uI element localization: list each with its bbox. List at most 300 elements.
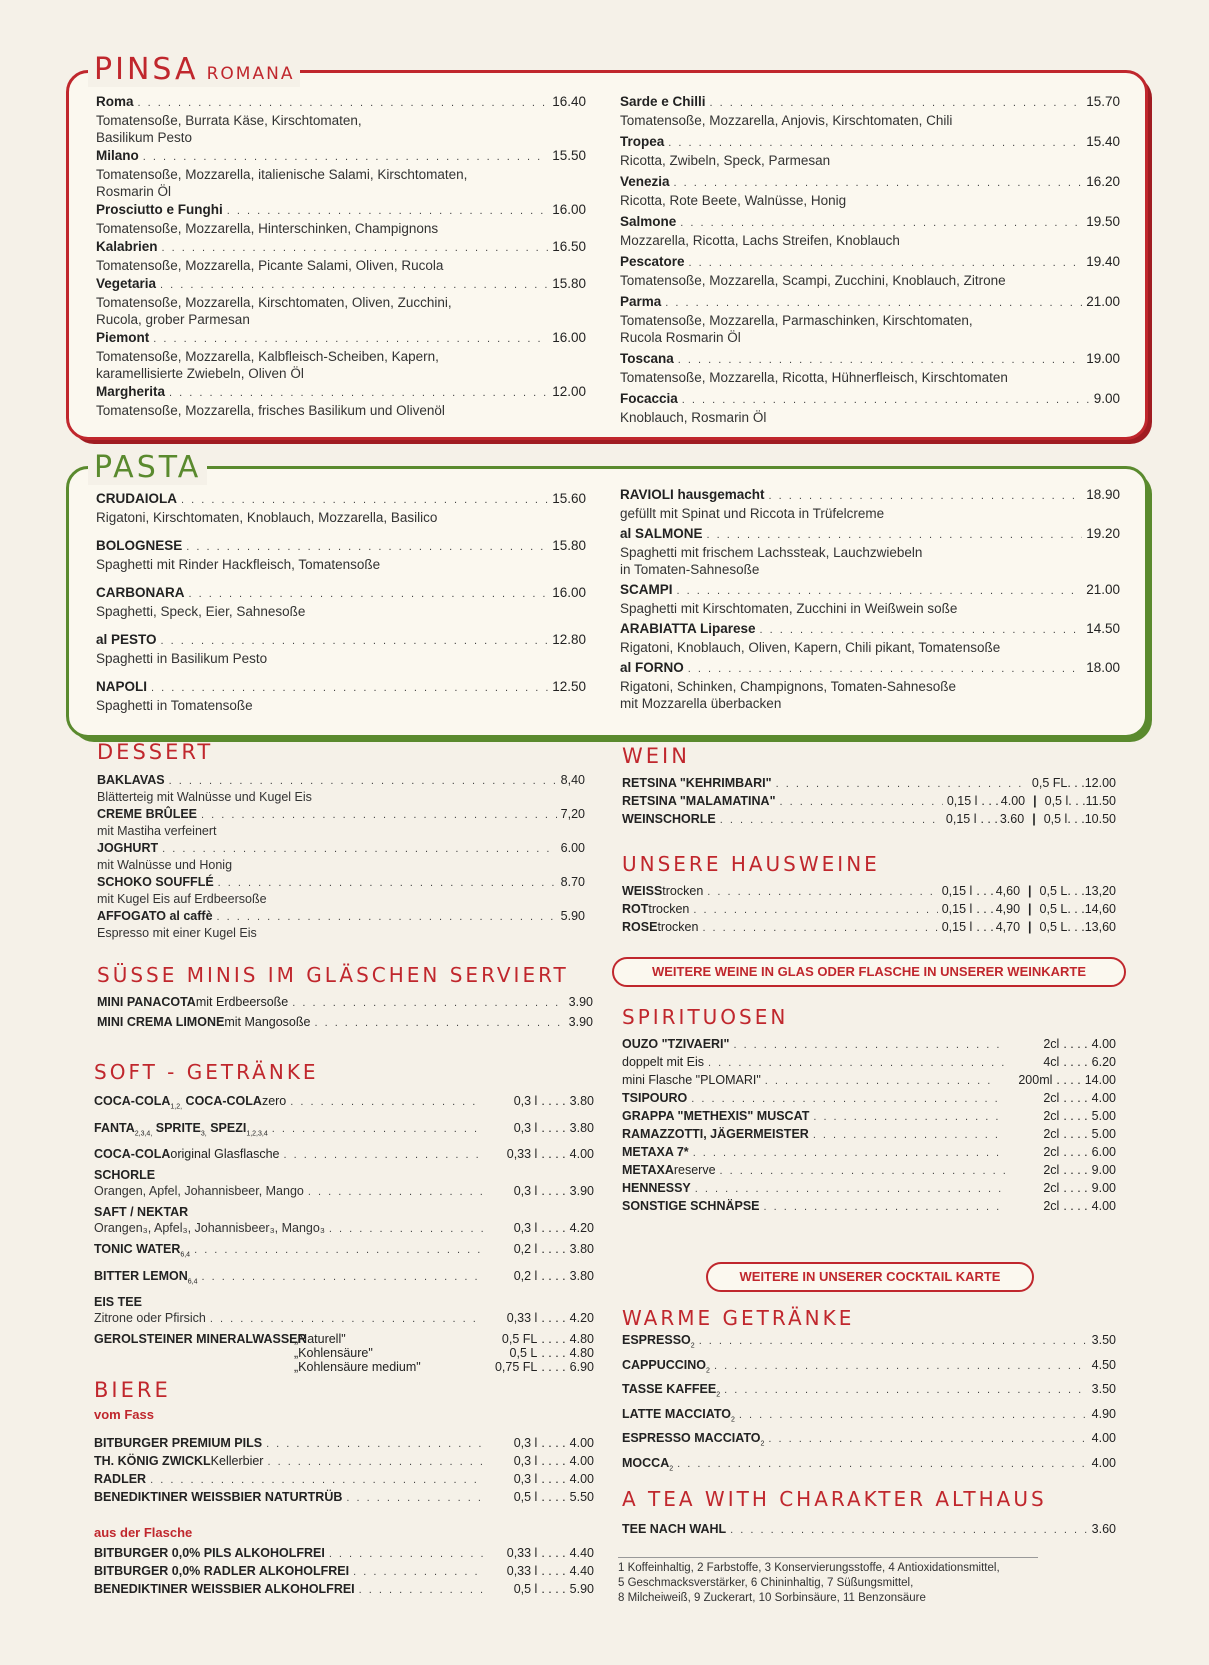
item-name: MINI PANACOTA <box>97 995 196 1009</box>
leader-dots <box>677 1458 1088 1470</box>
item-volume: 0,75 FL <box>494 1360 538 1374</box>
menu-item <box>620 253 1120 289</box>
item-name: METAXA 7* <box>622 1145 689 1159</box>
leader-dots <box>720 1165 1006 1177</box>
soft-row <box>94 1093 594 1116</box>
item-desc: Rigatoni, Schinken, Champignons, Tomaten-Sahnesoße <box>620 679 956 694</box>
item-name <box>622 1358 710 1375</box>
item-desc: Knoblauch, Rosmarin Öl <box>620 410 767 425</box>
item-desc: Espresso mit einer Kugel Eis <box>97 926 257 940</box>
dessert-item <box>97 772 585 805</box>
leader-dots <box>708 1057 1005 1069</box>
item-price: 18.00 <box>1086 660 1120 675</box>
item-desc: Spaghetti in Tomatensoße <box>96 698 253 713</box>
menu-item-row <box>96 201 586 220</box>
bottle-volume: 0,5 L <box>1039 920 1068 934</box>
spirit-row <box>622 1163 1116 1177</box>
item-desc: Mozzarella, Ricotta, Lachs Streifen, Knoblauch <box>620 233 900 248</box>
leader-dots: . . . . <box>541 1346 566 1360</box>
drink-name: SAFT / NEKTAR <box>94 1205 189 1219</box>
item-price: 4.00 <box>1091 1199 1116 1213</box>
pinsa-title-small: ROMANA <box>206 64 295 84</box>
wein-title: WEIN <box>622 744 690 768</box>
item-volume: 0,33 l <box>506 1546 538 1560</box>
item-name <box>622 1522 726 1536</box>
leader-dots <box>680 215 1082 232</box>
item-desc2: karamellisierte Zwiebeln, Oliven Öl <box>96 366 304 381</box>
footnote-line2: 5 Geschmacksverstärker, 6 Chininhaltig, 7 Süßungsmittel, <box>618 1577 914 1589</box>
item-name: ROSE <box>622 920 658 934</box>
item-sub: mit Mangosoße <box>224 1015 311 1029</box>
item-desc: Ricotta, Zwibeln, Speck, Parmesan <box>620 153 831 168</box>
soft-row <box>94 1146 594 1163</box>
wine-row <box>622 794 1116 808</box>
menu-item <box>620 350 1120 386</box>
separator: | <box>1028 884 1032 898</box>
item-volume: 0,3 l <box>513 1120 538 1135</box>
leader-dots <box>201 1269 483 1285</box>
leader-dots <box>739 1409 1088 1421</box>
item-price: 4.00 <box>569 1147 594 1161</box>
leader-dots: . . . . <box>1063 1163 1088 1177</box>
item-name <box>622 1407 735 1424</box>
item-volume: 2cl <box>1043 1145 1060 1159</box>
menu-item-row <box>620 525 1120 544</box>
item-name: JOGHURT <box>97 841 159 855</box>
wine-row <box>622 902 1116 916</box>
additive-marker: 2,3,4, <box>134 1130 153 1137</box>
item-name: RAVIOLI hausgemacht <box>620 487 765 502</box>
item-name: CARBONARA <box>96 585 185 600</box>
beer-row <box>94 1582 594 1596</box>
leader-dots <box>710 95 1083 112</box>
item-name <box>94 1268 197 1291</box>
drink-name: TASSE KAFFEE <box>622 1382 717 1396</box>
leader-dots: . . . . <box>541 1490 566 1504</box>
item-price: 15.60 <box>552 491 586 506</box>
leader-dots <box>314 1017 564 1029</box>
leader-dots: . . . <box>976 902 994 916</box>
item-price: 4.00 <box>569 1472 594 1486</box>
item-desc: Tomatensoße, Mozzarella, italienische Salami, Kirschtomaten, <box>96 167 468 182</box>
item-price: 6.00 <box>1091 1145 1116 1159</box>
item-desc2: Rosmarin Öl <box>96 184 172 199</box>
item-sub: Kellerbier <box>210 1454 264 1468</box>
item-name <box>622 1456 673 1473</box>
item-volume: 0,2 l <box>513 1242 538 1256</box>
item-price: 9.00 <box>1093 391 1120 406</box>
leader-dots: . . . . <box>541 1582 566 1596</box>
item-desc: Tomatensoße, Mozzarella, Kalbfleisch-Scheiben, Kapern, <box>96 349 439 364</box>
footnote-line3: 8 Milcheiweiß, 9 Zuckerart, 10 Sorbinsäure, 11 Benzonsäure <box>618 1592 926 1604</box>
menu-item-row <box>620 350 1120 369</box>
dessert-list <box>97 772 585 942</box>
item-name: SCHOKO SOUFFLÉ <box>97 875 214 889</box>
item-name: Sarde e Chilli <box>620 94 706 109</box>
leader-dots <box>353 1566 483 1578</box>
leader-dots: . . . <box>976 884 994 898</box>
item-sub: mini Flasche "PLOMARI" <box>622 1073 761 1087</box>
leader-dots <box>194 1242 483 1258</box>
wein-list <box>622 776 1116 830</box>
mini-row <box>97 1015 593 1029</box>
item-name: Kalabrien <box>96 239 158 254</box>
item-desc: Tomatensoße, Mozzarella, Kirschtomaten, Oliven, Zucchini, <box>96 295 452 310</box>
leader-dots <box>346 1492 483 1504</box>
menu-item <box>620 133 1120 169</box>
item-desc: Tomatensoße, Burrata Käse, Kirschtomaten, <box>96 113 362 128</box>
item-price: 15.80 <box>552 538 586 553</box>
item-price: 3.50 <box>1091 1382 1116 1396</box>
drink-name: CAPPUCCINO <box>622 1357 707 1372</box>
leader-dots <box>151 680 548 697</box>
glass-volume: 0,15 l <box>946 794 978 808</box>
soft-row <box>94 1294 594 1310</box>
leader-dots <box>227 203 548 220</box>
leader-dots <box>714 1360 1088 1372</box>
menu-item-row <box>620 390 1120 409</box>
item-name <box>94 1120 268 1143</box>
leader-dots: . . . . <box>1063 1181 1088 1195</box>
menu-item <box>96 275 586 328</box>
item-price: 8,40 <box>560 773 585 787</box>
item-price: 4.50 <box>1091 1357 1116 1372</box>
item-name: al PESTO <box>96 632 157 647</box>
leader-dots <box>780 796 943 808</box>
menu-item <box>96 93 586 146</box>
item-name <box>622 1333 695 1350</box>
pinsa-title-big: PINSA <box>94 52 199 87</box>
item-volume: 0,5 L <box>509 1346 538 1360</box>
drink-row <box>622 1407 1116 1424</box>
soft-item <box>94 1204 594 1237</box>
item-price: 4.40 <box>569 1564 594 1578</box>
menu-item-row <box>620 486 1120 505</box>
leader-dots <box>733 1039 1005 1051</box>
leader-dots: . . . <box>1068 794 1086 808</box>
glass-volume: 0,15 l <box>945 812 977 826</box>
menu-item-row <box>620 133 1120 152</box>
drink-name: LATTE MACCIATO <box>622 1406 732 1421</box>
soft-row-2 <box>94 1310 594 1327</box>
item-name: Venezia <box>620 174 670 189</box>
drink-row <box>622 1358 1116 1375</box>
item-name: HENNESSY <box>622 1181 691 1195</box>
glass-price: 4,60 <box>995 884 1021 898</box>
tea-title: A TEA WITH CHARAKTER ALTHAUS <box>622 1487 1047 1511</box>
item-name <box>622 1431 764 1448</box>
leader-dots <box>776 778 1028 790</box>
item-name: GRAPPA "METHEXIS" MUSCAT <box>622 1109 810 1123</box>
menu-item-row <box>96 584 586 603</box>
item-desc: gefüllt mit Spinat und Riccota in Trüfelcreme <box>620 506 885 521</box>
additive-marker: 2 <box>669 1465 674 1472</box>
item-price: 16.00 <box>552 330 586 345</box>
item-name: SCAMPI <box>620 582 673 597</box>
leader-dots: . . . . <box>541 1242 566 1256</box>
leader-dots <box>730 1524 1087 1536</box>
item-desc: Tomatensoße, Mozzarella, Ricotta, Hühnerfleisch, Kirschtomaten <box>620 370 1008 385</box>
drink-row <box>622 1382 1116 1399</box>
item-desc: Rigatoni, Kirschtomaten, Knoblauch, Mozzarella, Basilico <box>96 510 438 525</box>
leader-dots: . . . . <box>541 1268 566 1283</box>
dessert-title: DESSERT <box>97 740 214 764</box>
item-name: Margherita <box>96 384 166 399</box>
item-name: OUZO "TZIVAERI" <box>622 1037 730 1051</box>
leader-dots: . . . <box>1067 884 1085 898</box>
menu-item-row <box>96 537 586 556</box>
bottle-price: 13,20 <box>1084 884 1116 898</box>
spirit-row <box>622 1127 1116 1141</box>
additive-marker-3: 1,2,3,4 <box>246 1130 268 1137</box>
leader-dots: . . . . <box>541 1454 566 1468</box>
leader-dots: . . . . <box>541 1360 566 1374</box>
leader-dots: . . . . <box>541 1184 566 1198</box>
menu-item <box>620 390 1120 426</box>
item-sub: trocken <box>657 920 699 934</box>
menu-item <box>96 490 586 526</box>
bottle-price: 12.00 <box>1084 776 1116 790</box>
item-price: 3.90 <box>568 995 593 1009</box>
leader-dots: . . . . <box>541 1147 566 1161</box>
item-name <box>94 1241 190 1264</box>
item-volume: 0,3 l <box>513 1454 538 1468</box>
item-price: 16.20 <box>1086 174 1120 189</box>
item-volume: 2cl <box>1043 1181 1060 1195</box>
leader-dots <box>668 135 1082 152</box>
item-price: 4.00 <box>569 1436 594 1450</box>
item-price: 19.20 <box>1086 526 1120 541</box>
leader-dots <box>707 527 1083 544</box>
spirit-row <box>622 1199 1116 1213</box>
item-desc2: in Tomaten-Sahnesoße <box>620 562 760 577</box>
item-price: 4.00 <box>1091 1091 1116 1105</box>
leader-dots <box>186 539 548 556</box>
item-desc: Tomatensoße, Mozzarella, frisches Basilikum und Olivenöl <box>96 403 445 418</box>
menu-item-row <box>96 490 586 509</box>
item-sub: doppelt mit Eis <box>622 1055 704 1069</box>
leader-dots <box>162 841 557 857</box>
soft-row <box>94 1120 594 1143</box>
soft-item <box>94 1167 594 1200</box>
spirit-row <box>622 1109 1116 1123</box>
item-desc: Tomatensoße, Mozzarella, Anjovis, Kirschtomaten, Chili <box>620 113 953 128</box>
leader-dots: . . . . <box>1063 1127 1088 1141</box>
drink-row <box>622 1333 1116 1350</box>
soft-row <box>94 1167 594 1183</box>
item-volume: 2cl <box>1043 1127 1060 1141</box>
item-name: al SALMONE <box>620 526 703 541</box>
item-name: RAMAZZOTTI, JÄGERMEISTER <box>622 1127 809 1141</box>
item-desc: Tomatensoße, Mozzarella, Parmaschinken, Kirschtomaten, <box>620 313 973 328</box>
item-name: Prosciutto e Funghi <box>96 202 223 217</box>
item-desc: Spaghetti in Basilikum Pesto <box>96 651 268 666</box>
item-price: 3.80 <box>569 1120 594 1135</box>
additive-marker: 6,4 <box>180 1251 191 1259</box>
item-name: CRUDAIOLA <box>96 491 177 506</box>
pasta-right-column <box>620 486 1120 715</box>
item-volume: 4cl <box>1043 1055 1060 1069</box>
item-name: Toscana <box>620 351 674 366</box>
drink-name: COCA-COLA <box>94 1094 171 1108</box>
pinsa-right-column <box>620 93 1120 430</box>
leader-dots: . . . . <box>541 1120 566 1135</box>
glass-volume: 0,15 l <box>941 902 973 916</box>
drink-name-2: SPRITE <box>152 1120 201 1135</box>
flasche-label: aus der Flasche <box>94 1525 193 1540</box>
menu-item-row <box>620 213 1120 232</box>
item-price: 5.00 <box>1091 1109 1116 1123</box>
dessert-row <box>97 874 585 891</box>
item-name <box>94 1294 142 1310</box>
item-price: 15.70 <box>1086 94 1120 109</box>
leader-dots: . . . . <box>1063 1109 1088 1123</box>
leader-dots <box>217 909 557 925</box>
menu-item-row <box>96 329 586 348</box>
item-volume: 0,3 l <box>513 1436 538 1450</box>
item-sub: reserve <box>673 1163 716 1177</box>
separator: | <box>1033 794 1037 808</box>
item-volume: 0,5 l <box>513 1490 538 1504</box>
gerolsteiner-row <box>94 1332 594 1346</box>
item-name: TH. KÖNIG ZWICKL <box>94 1454 211 1468</box>
biere-title: BIERE <box>94 1378 171 1402</box>
minis-list <box>97 995 593 1035</box>
item-name: BITBURGER 0,0% PILS ALKOHOLFREI <box>94 1546 325 1560</box>
wine-row <box>622 776 1116 790</box>
item-price: 5.00 <box>1091 1127 1116 1141</box>
menu-item <box>620 173 1120 209</box>
warm-title: WARME GETRÄNKE <box>622 1306 855 1330</box>
menu-item-row <box>620 581 1120 600</box>
leader-dots <box>218 875 557 891</box>
item-price: 6.00 <box>560 841 585 855</box>
item-price: 6.90 <box>569 1360 594 1374</box>
leader-dots <box>161 633 549 650</box>
item-name: al FORNO <box>620 660 684 675</box>
drink-name: EIS TEE <box>94 1295 142 1309</box>
item-price: 21.00 <box>1086 582 1120 597</box>
bottle-volume: 0,5 FL <box>1031 776 1068 790</box>
footnote-line1: 1 Koffeinhaltig, 2 Farbstoffe, 3 Konservierungsstoffe, 4 Antioxidationsmittel, <box>618 1562 1000 1574</box>
bottle-volume: 0,5 l <box>1044 794 1069 808</box>
leader-dots: . . . . <box>541 1094 566 1108</box>
soft-item <box>94 1120 594 1143</box>
beer-row <box>94 1546 594 1560</box>
leader-dots: . . . . <box>1056 1073 1081 1087</box>
item-name: BOLOGNESE <box>96 538 183 553</box>
bottle-price: 11.50 <box>1085 794 1116 808</box>
item-price: 3.60 <box>1091 1522 1116 1536</box>
additive-marker: 6,4 <box>187 1278 198 1285</box>
item-name: TSIPOURO <box>622 1091 688 1105</box>
soft-item <box>94 1146 594 1163</box>
item-name <box>94 1204 188 1220</box>
additive-marker: 2 <box>716 1391 721 1399</box>
item-desc: Orangen, Apfel, Johannisbeer, Mango <box>94 1184 304 1198</box>
leader-dots <box>688 661 1082 678</box>
leader-dots <box>691 1093 1005 1105</box>
drink-name: SCHORLE <box>94 1168 156 1182</box>
item-price: 5.90 <box>560 909 585 923</box>
leader-dots <box>764 1201 1006 1213</box>
menu-item <box>96 537 586 573</box>
item-price: 16.00 <box>552 585 586 600</box>
leader-dots <box>724 1384 1088 1396</box>
gerolsteiner-row <box>94 1346 594 1360</box>
item-name: RETSINA "KEHRIMBARI" <box>622 776 772 790</box>
item-name: AFFOGATO al caffè <box>97 909 213 923</box>
menu-item-row <box>620 93 1120 112</box>
leader-dots <box>760 622 1083 639</box>
item-volume: 0,2 l <box>513 1268 538 1283</box>
menu-item-row <box>96 383 586 402</box>
menu-item <box>620 293 1120 346</box>
dessert-item <box>97 840 585 873</box>
item-name <box>622 1382 720 1399</box>
leader-dots <box>677 583 1083 600</box>
pinsa-left-column <box>96 93 586 420</box>
drink-row <box>622 1522 1116 1536</box>
fass-list <box>94 1436 594 1508</box>
leader-dots: . . . <box>981 794 999 808</box>
beer-row <box>94 1490 594 1504</box>
item-price: 19.50 <box>1086 214 1120 229</box>
menu-item <box>620 659 1120 712</box>
bottle-price: 13,60 <box>1084 920 1116 934</box>
menu-item <box>96 201 586 237</box>
item-desc: Ricotta, Rote Beete, Walnüsse, Honig <box>620 193 847 208</box>
water-variant: „Naturell" <box>294 1332 346 1346</box>
menu-item-row <box>620 659 1120 678</box>
item-price: 3.80 <box>569 1268 594 1283</box>
water-variant: „Kohlensäure" <box>294 1346 373 1360</box>
item-volume: 2cl <box>1043 1109 1060 1123</box>
item-name: MINI CREMA LIMONE <box>97 1015 225 1029</box>
menu-item <box>96 678 586 714</box>
item-price: 18.90 <box>1086 487 1120 502</box>
soft-item <box>94 1294 594 1327</box>
glass-volume: 0,15 l <box>941 884 973 898</box>
pasta-title: PASTA <box>88 450 207 485</box>
leader-dots <box>695 1183 1006 1195</box>
bottle-price: 14,60 <box>1084 902 1116 916</box>
minis-title: SÜSSE MINIS IM GLÄSCHEN SERVIERT <box>97 963 569 987</box>
warm-list <box>622 1333 1116 1480</box>
cocktail-pill: WEITERE IN UNSERER COCKTAIL KARTE <box>706 1262 1034 1292</box>
item-name <box>94 1167 155 1183</box>
item-price: 5.90 <box>569 1582 594 1596</box>
item-name: BENEDIKTINER WEISSBIER NATURTRÜB <box>94 1490 343 1504</box>
bottle-volume: 0,5 L <box>1039 884 1068 898</box>
beer-row <box>94 1454 594 1468</box>
item-volume: 0,5 FL <box>501 1332 538 1346</box>
spirit-row <box>622 1055 1116 1069</box>
spirit-row <box>622 1091 1116 1105</box>
footnote-divider <box>618 1557 1038 1558</box>
glass-volume: 0,15 l <box>941 920 973 934</box>
wine-row <box>622 812 1116 826</box>
item-desc: Blätterteig mit Walnüsse und Kugel Eis <box>97 790 312 804</box>
item-price: 7,20 <box>560 807 585 821</box>
leader-dots: . . . . <box>541 1311 566 1325</box>
spirit-row <box>622 1181 1116 1195</box>
leader-dots <box>359 1584 484 1596</box>
leader-dots: . . . . <box>541 1472 566 1486</box>
spirit-row <box>622 1145 1116 1159</box>
leader-dots <box>707 886 937 898</box>
menu-item <box>620 525 1120 578</box>
